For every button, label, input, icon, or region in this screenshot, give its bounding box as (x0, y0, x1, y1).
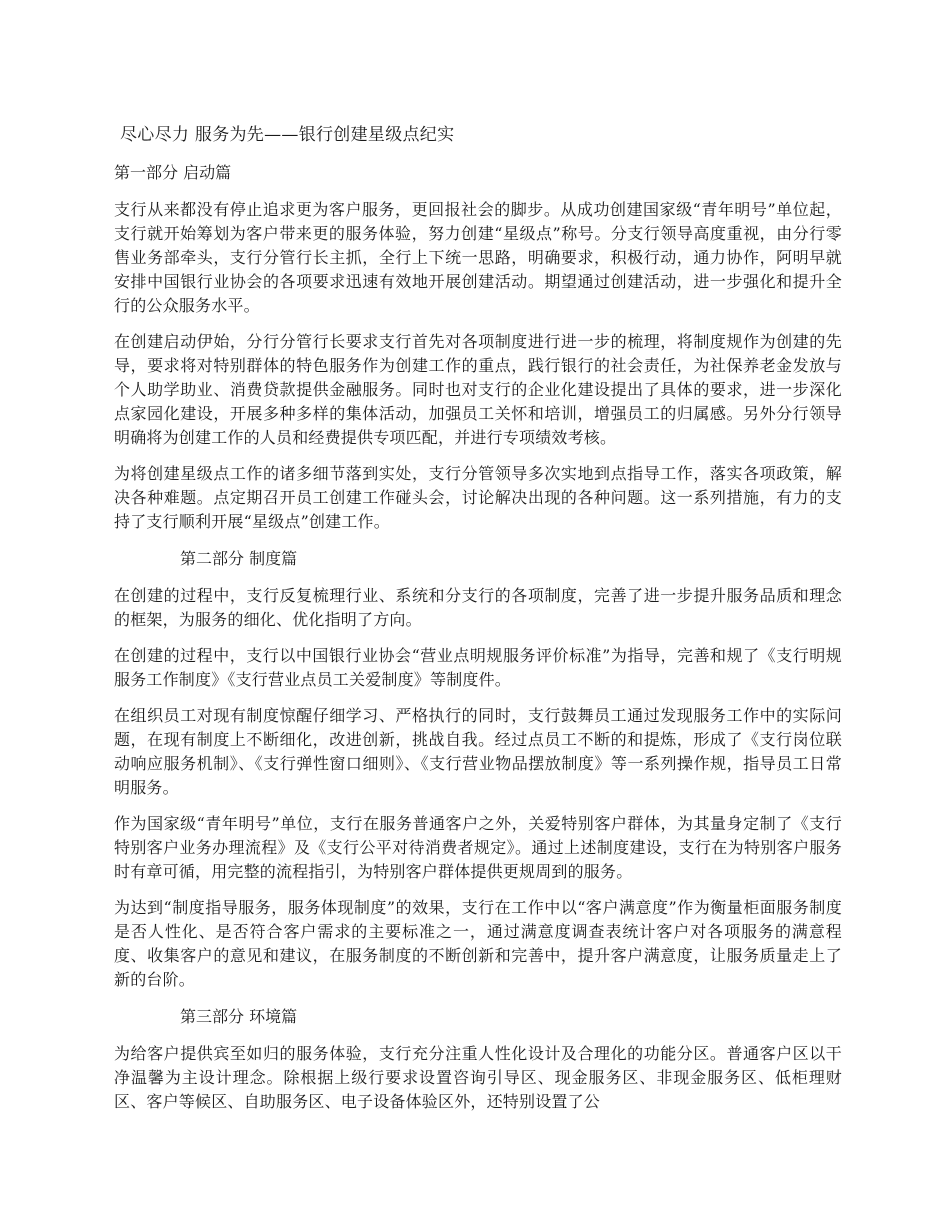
paragraph: 在创建启动伊始，分行分管行长要求支行首先对各项制度进行进一步的梳理，将制度规作为创建的先导，要求将对特别群体的特色服务作为创建工作的重点，践行银行的社会责任，为社保养老金发放与个人助学助业、消费贷款提供金融服务。同时也对支行的企业化建设提出了具体的要求，进一步深化点家园化建设，开展多种多样的集体活动，加强员工关怀和培训，增强员工的归属感。另外分行领导明确将为创建工作的人员和经费提供专项匹配，并进行专项绩效考核。 (114, 332, 842, 447)
paragraph: 为达到“制度指导服务，服务体现制度”的效果，支行在工作中以“客户满意度”作为衡量柜面服务制度是否人性化、是否符合客户需求的主要标准之一，通过满意度调查表统计客户对各项服务的满意程度、收集客户的意见和建议，在服务制度的不断创新和完善中，提升客户满意度，让服务质量走上了新的台阶。 (114, 898, 842, 989)
document-body (114, 122, 842, 1126)
paragraph: 为给客户提供宾至如归的服务体验，支行充分注重人性化设计及合理化的功能分区。普通客户区以干净温馨为主设计理念。除根据上级行要求设置咨询引导区、现金服务区、非现金服务区、低柜理财区、客户等候区、自助服务区、电子设备体验区外，还特别设置了公 (114, 1044, 842, 1111)
section-heading-part2: 第二部分 制度篇 (180, 549, 298, 568)
section-heading-part3: 第三部分 环境篇 (180, 1007, 298, 1026)
paragraph: 在组织员工对现有制度惊醒仔细学习、严格执行的同时，支行鼓舞员工通过发现服务工作中的实际问题，在现有制度上不断细化，改进创新，挑战自我。经过点员工不断的和提炼，形成了《支行岗位联动响应服务机制》、《支行弹性窗口细则》、《支行营业物品摆放制度》等一系列操作规，指导员工日常明服务。 (114, 706, 842, 797)
paragraph: 作为国家级“青年明号”单位，支行在服务普通客户之外，关爱特别客户群体，为其量身定制了《支行特别客户业务办理流程》及《支行公平对待消费者规定》。通过上述制度建设，支行在为特别客户服务时有章可循，用完整的流程指引，为特别客户群体提供更规周到的服务。 (114, 814, 842, 881)
paragraph: 在创建的过程中，支行反复梳理行业、系统和分支行的各项制度，完善了进一步提升服务品质和理念的框架，为服务的细化、优化指明了方向。 (114, 586, 842, 629)
paragraph: 为将创建星级点工作的诸多细节落到实处，支行分管领导多次实地到点指导工作，落实各项政策，解决各种难题。点定期召开员工创建工作碰头会，讨论解决出现的各种问题。这一系列措施，有力的支持了支行顺利开展“星级点”创建工作。 (114, 464, 842, 531)
paragraph: 在创建的过程中，支行以中国银行业协会“营业点明规服务评价标准”为指导，完善和规了《支行明规服务工作制度》《支行营业点员工关爱制度》等制度件。 (114, 646, 842, 689)
document-title: 尽心尽力 服务为先——银行创建星级点纪实 (120, 125, 455, 145)
paragraph: 支行从来都没有停止追求更为客户服务，更回报社会的脚步。从成功创建国家级“青年明号”单位起，支行就开始筹划为客户带来更的服务体验，努力创建“星级点”称号。分支行领导高度重视，由分行零售业务部牵头，支行分管行长主抓，全行上下统一思路，明确要求，积极行动，通力协作，阿明早就安排中国银行业协会的各项要求迅速有效地开展创建活动。期望通过创建活动，进一步强化和提升全行的公众服务水平。 (114, 200, 842, 315)
section-heading-part1: 第一部分 启动篇 (114, 163, 232, 182)
